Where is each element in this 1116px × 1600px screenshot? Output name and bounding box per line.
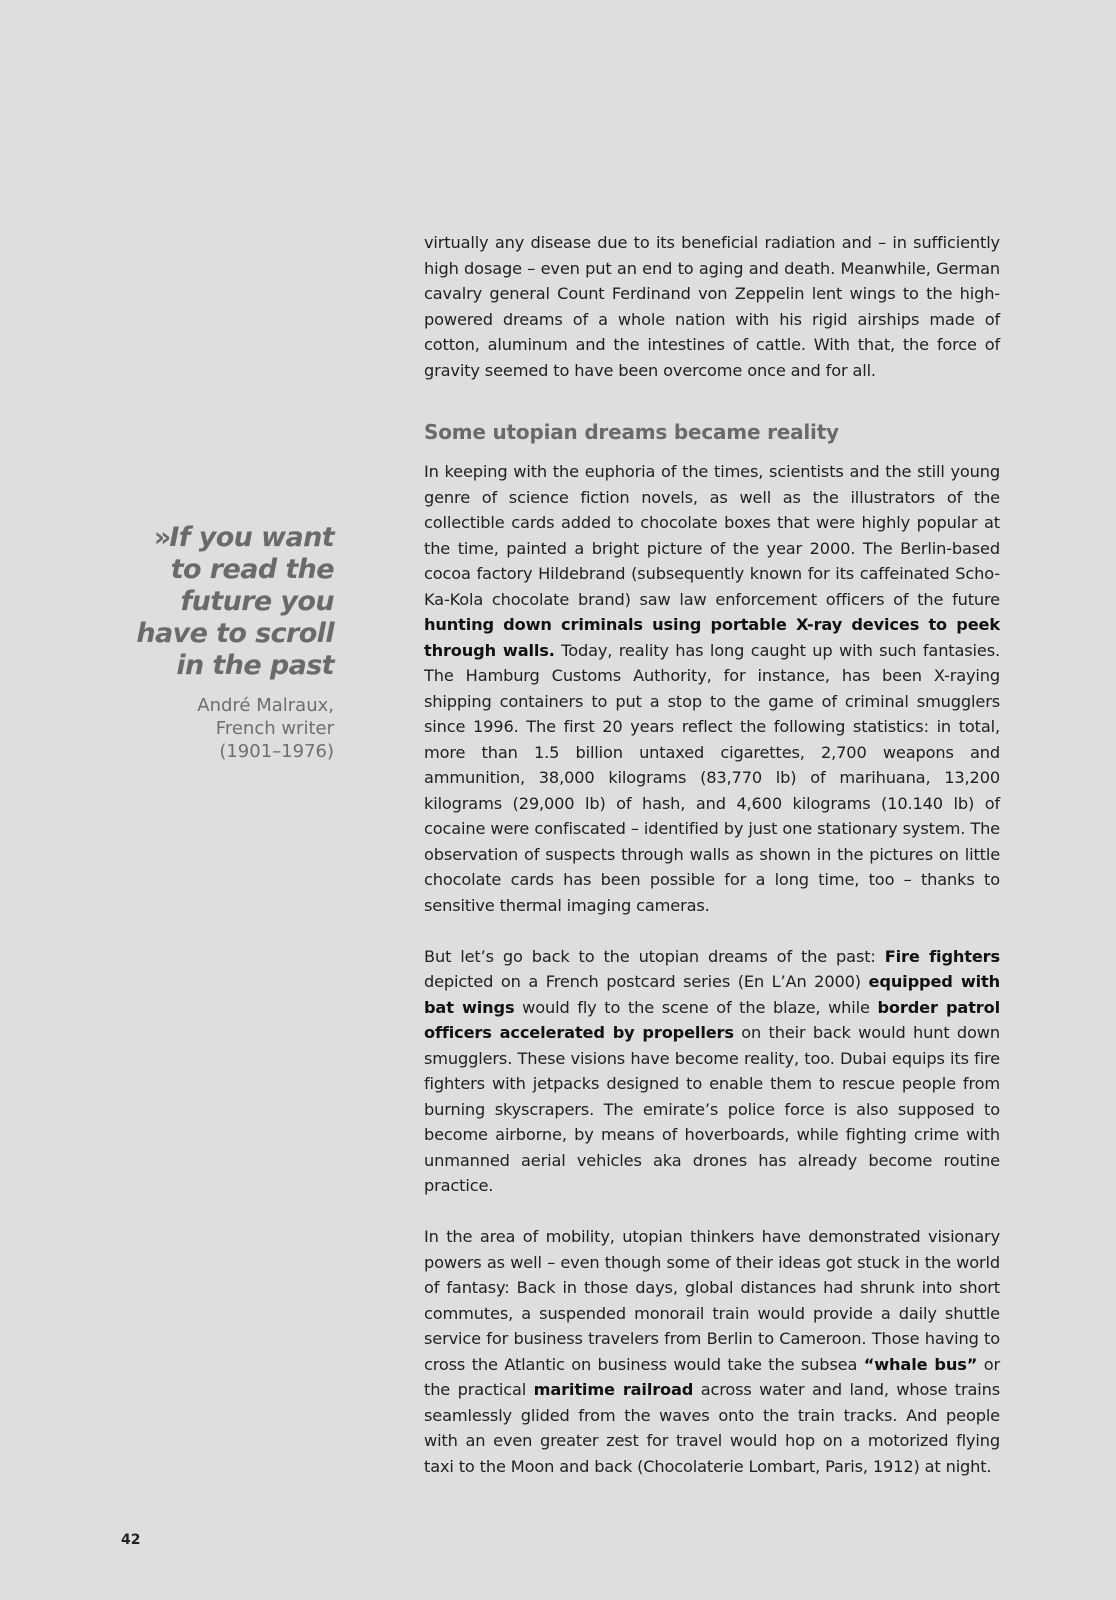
highlight-text: border patrol officers accelerated by propellers: [424, 997, 1000, 1042]
page-number: 42: [121, 1532, 141, 1548]
quote-mark-icon: »: [153, 522, 166, 553]
text-span: would fly to the scene of the blaze, while: [514, 997, 878, 1017]
article-body: [424, 230, 1000, 1505]
highlight-text: “whale bus”: [863, 1354, 978, 1374]
highlight-text: hunting down criminals using portable X-ray devices to peek through walls.: [424, 615, 1000, 660]
section-heading: Some utopian dreams became reality: [424, 420, 839, 444]
text-span: In keeping with the euphoria of the times, scientists and the still young genre of science fiction novels, as well as the illustrators of the collectible cards added to chocolate boxes that were highly popular at the time, painted a bright picture of the year 2000. The Berlin-based cocoa factory Hildebrand (subsequently known for its caffeinated Scho-Ka-Kola chocolate brand) saw law enforcement officers of the future: [424, 462, 1000, 609]
quote-author: André Malraux,: [197, 695, 334, 716]
text-span: on their back would hunt down smugglers. These visions have become reality, too. Dubai equips its fire fighters with jetpacks designed to enable them to rescue people from burning skyscrapers. The emirate’s police force is also supposed to become airborne, by means of hoverboards, while fighting crime with unmanned aerial vehicles aka drones has already become routine practice.: [424, 1023, 1000, 1195]
pull-quote: [120, 522, 334, 763]
text-span: In the area of mobility, utopian thinkers have demonstrated visionary powers as well – even though some of their ideas got stuck in the world of fantasy: Back in those days, global distances had shrunk into short commutes, a suspended monorail train would provide a daily shuttle service for business travelers from Berlin to Cameroon. Those having to cross the Atlantic on business would take the subsea: [424, 1227, 1000, 1374]
quote-text-block: [120, 522, 334, 682]
intro-paragraph: virtually any disease due to its beneficial radiation and – in sufficiently high dosage – even put an end to aging and death. Meanwhile, German cavalry general Count Ferdinand von Zeppelin lent wings to the high-powered dreams of a whole nation with his rigid airships made of cotton, aluminum and the intestines of cattle. With that, the force of gravity seemed to have been overcome once and for all.: [424, 233, 1000, 380]
paragraph-xray: [424, 459, 1000, 918]
text-span: Today, reality has long caught up with such fantasies. The Hamburg Customs Authority, for instance, has been X-raying shipping containers to put a stop to the game of criminal smugglers since 1996. The first 20 years reflect the following statistics: in total, more than 1.5 billion untaxed cigarettes, 2,700 weapons and ammunition, 38,000 kilograms (83,770 lb) of marihuana, 13,200 kilograms (29,000 lb) of hash, and 4,600 kilograms (10.140 lb) of cocaine were confiscated – identified by just one stationary system. The observation of suspects through walls as shown in the pictures on little chocolate cards has been possible for a long time, too – thanks to sensitive thermal imaging cameras.: [424, 640, 1000, 915]
paragraph-fire-fighters: [424, 944, 1000, 1199]
quote-attribution: [120, 694, 334, 763]
quote-author-years: (1901–1976): [219, 741, 334, 762]
text-span: or the practical: [424, 1354, 1000, 1399]
quote-author-role: French writer: [215, 718, 334, 739]
highlight-text: equipped with bat wings: [424, 972, 1000, 1017]
text-span: across water and land, whose trains seamlessly glided from the waves onto the train tracks. And people with an even greater zest for travel would hop on a motorized flying taxi to the Moon and back (Chocolaterie Lombart, Paris, 1912) at night.: [424, 1380, 1000, 1476]
paragraph-mobility: [424, 1224, 1000, 1479]
highlight-text: maritime railroad: [533, 1380, 694, 1399]
highlight-text: Fire fighters: [884, 946, 1000, 966]
text-span: depicted on a French postcard series (En L’An 2000): [424, 972, 869, 991]
text-span: But let’s go back to the utopian dreams of the past:: [424, 946, 885, 966]
quote-text: If you want to read the future you have to scroll in the past: [136, 522, 334, 681]
